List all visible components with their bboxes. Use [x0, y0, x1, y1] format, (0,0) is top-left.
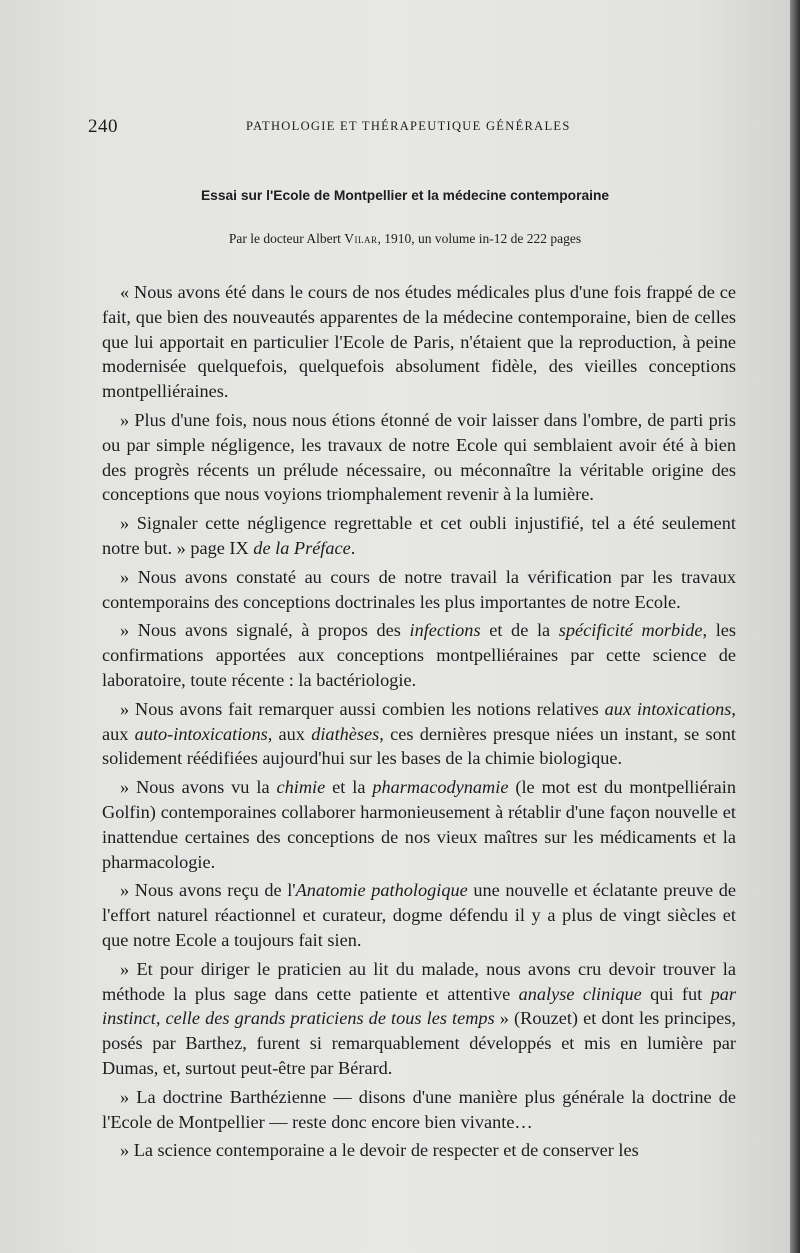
italic-text: aux intoxications — [604, 698, 732, 719]
italic-text: analyse clinique — [518, 983, 642, 1004]
paragraph — [102, 618, 736, 692]
text-run: » Nous avons constaté au cours de notre travail la vérification par les travaux contemporains des conceptions doctrinales les plus importantes de notre Ecole. — [102, 566, 736, 612]
text-run: et de la — [480, 620, 559, 641]
italic-text: spécificité morbide — [558, 620, 703, 641]
text-run: » La science contemporaine a le devoir de respecter et de conserver les — [120, 1140, 639, 1161]
text-run: qui fut — [641, 983, 711, 1004]
article-byline — [100, 231, 710, 247]
paragraph — [102, 697, 736, 771]
byline-suffix: , 1910, un volume in-12 de 222 pages — [377, 231, 582, 246]
text-run: » La doctrine Barthézienne — disons d'une manière plus générale la doctrine de l'Ecole de Montpellier — reste donc encore bien vivante… — [102, 1086, 736, 1132]
text-run: » Plus d'une fois, nous nous étions étonné de voir laisser dans l'ombre, de parti pris ou par simple négligence, les travaux de notre Ecole qui semblaient avoir été à bien des progrès récents un prélude nécessaire, ou méconnaître la véritable origine des conceptions que nous voyions triomphalement revenir à la lumière. — [102, 409, 736, 505]
italic-text: par instinct, celle des grands praticiens de tous les temps — [102, 983, 736, 1029]
paragraph — [102, 878, 736, 952]
italic-text: infections — [409, 620, 481, 641]
article-title: Essai sur l'Ecole de Montpellier et la médecine contemporaine — [200, 188, 610, 203]
text-run: et la — [325, 777, 373, 798]
italic-text: de la Préface — [253, 537, 351, 558]
text-run: (le mot est du montpelliérain Golfin) contemporaines collaborer harmonieusement à rétablir d'une façon nouvelle et inattendue certaines des conceptions de nos vieux maîtres sur les médicaments et la pharmacologie. — [102, 777, 736, 872]
running-title: PATHOLOGIE ET THÉRAPEUTIQUE GÉNÉRALES — [246, 119, 571, 133]
text-run: , ces dernières presque niées un instant, se sont solidement réédifiées aujourd'hui sur les bases de la chimie biologique. — [102, 723, 737, 769]
text-run: » Nous avons reçu de l' — [120, 880, 296, 901]
page-header — [88, 116, 736, 140]
italic-text: diathèses — [311, 723, 380, 744]
text-run: , aux — [267, 723, 312, 744]
text-run: » Nous avons fait remarquer aussi combien les notions relatives — [120, 698, 605, 719]
byline-author: Vilar — [344, 231, 378, 246]
italic-text: chimie — [276, 777, 326, 798]
paragraph — [102, 957, 736, 1081]
text-run: , les confirmations apportées aux conceptions montpelliéraines par cette science de laboratoire, toute récente : la bactériologie. — [102, 620, 737, 690]
paragraph — [102, 1085, 736, 1135]
italic-text: pharmacodynamie — [372, 777, 509, 798]
paragraph — [102, 1138, 736, 1163]
italic-text: Anatomie pathologique — [295, 880, 468, 901]
paragraph — [102, 280, 736, 404]
text-run: » Nous avons vu la — [120, 777, 277, 798]
text-run: une nouvelle et éclatante preuve de l'effort naturel réactionnel et curateur, dogme défendu il y a plus de vingt siècles et que notre Ecole a toujours fait sien. — [102, 880, 736, 950]
page-number: 240 — [88, 116, 118, 137]
paragraph — [102, 565, 736, 615]
text-run: . — [350, 537, 356, 558]
paragraph — [102, 408, 736, 507]
text-run: » Signaler cette négligence regrettable et cet oubli injustifié, tel a été seulement notre but. » page IX — [102, 513, 736, 558]
text-run: » Nous avons signalé, à propos des — [120, 620, 410, 641]
paragraph — [102, 775, 736, 874]
text-run: » Et pour diriger le praticien au lit du malade, nous avons cru devoir trouver la méthode la plus sage dans cette patiente et attentive — [102, 958, 736, 1004]
text-run: » (Rouzet) et dont les principes, posés par Barthez, furent si remarquablement développés et mis en lumière par Dumas, et, surtout peut-être par Bérard. — [102, 1008, 736, 1078]
italic-text: auto-intoxications — [134, 723, 268, 744]
paragraph — [102, 511, 736, 561]
body-text — [102, 280, 736, 1167]
byline-prefix: Par le docteur Albert — [228, 231, 341, 246]
text-run: , aux — [102, 698, 736, 744]
text-run: « Nous avons été dans le cours de nos études médicales plus d'une fois frappé de ce fait, que bien des nouveautés apparentes de la médecine contemporaine, bien de celles que lui apportait en particulier l'Ecole de Paris, n'étaient que la reproduction, à peine modernisée quelquefois, quelquefois absolument fidèle, des vieilles conceptions montpelliéraines. — [102, 282, 736, 402]
